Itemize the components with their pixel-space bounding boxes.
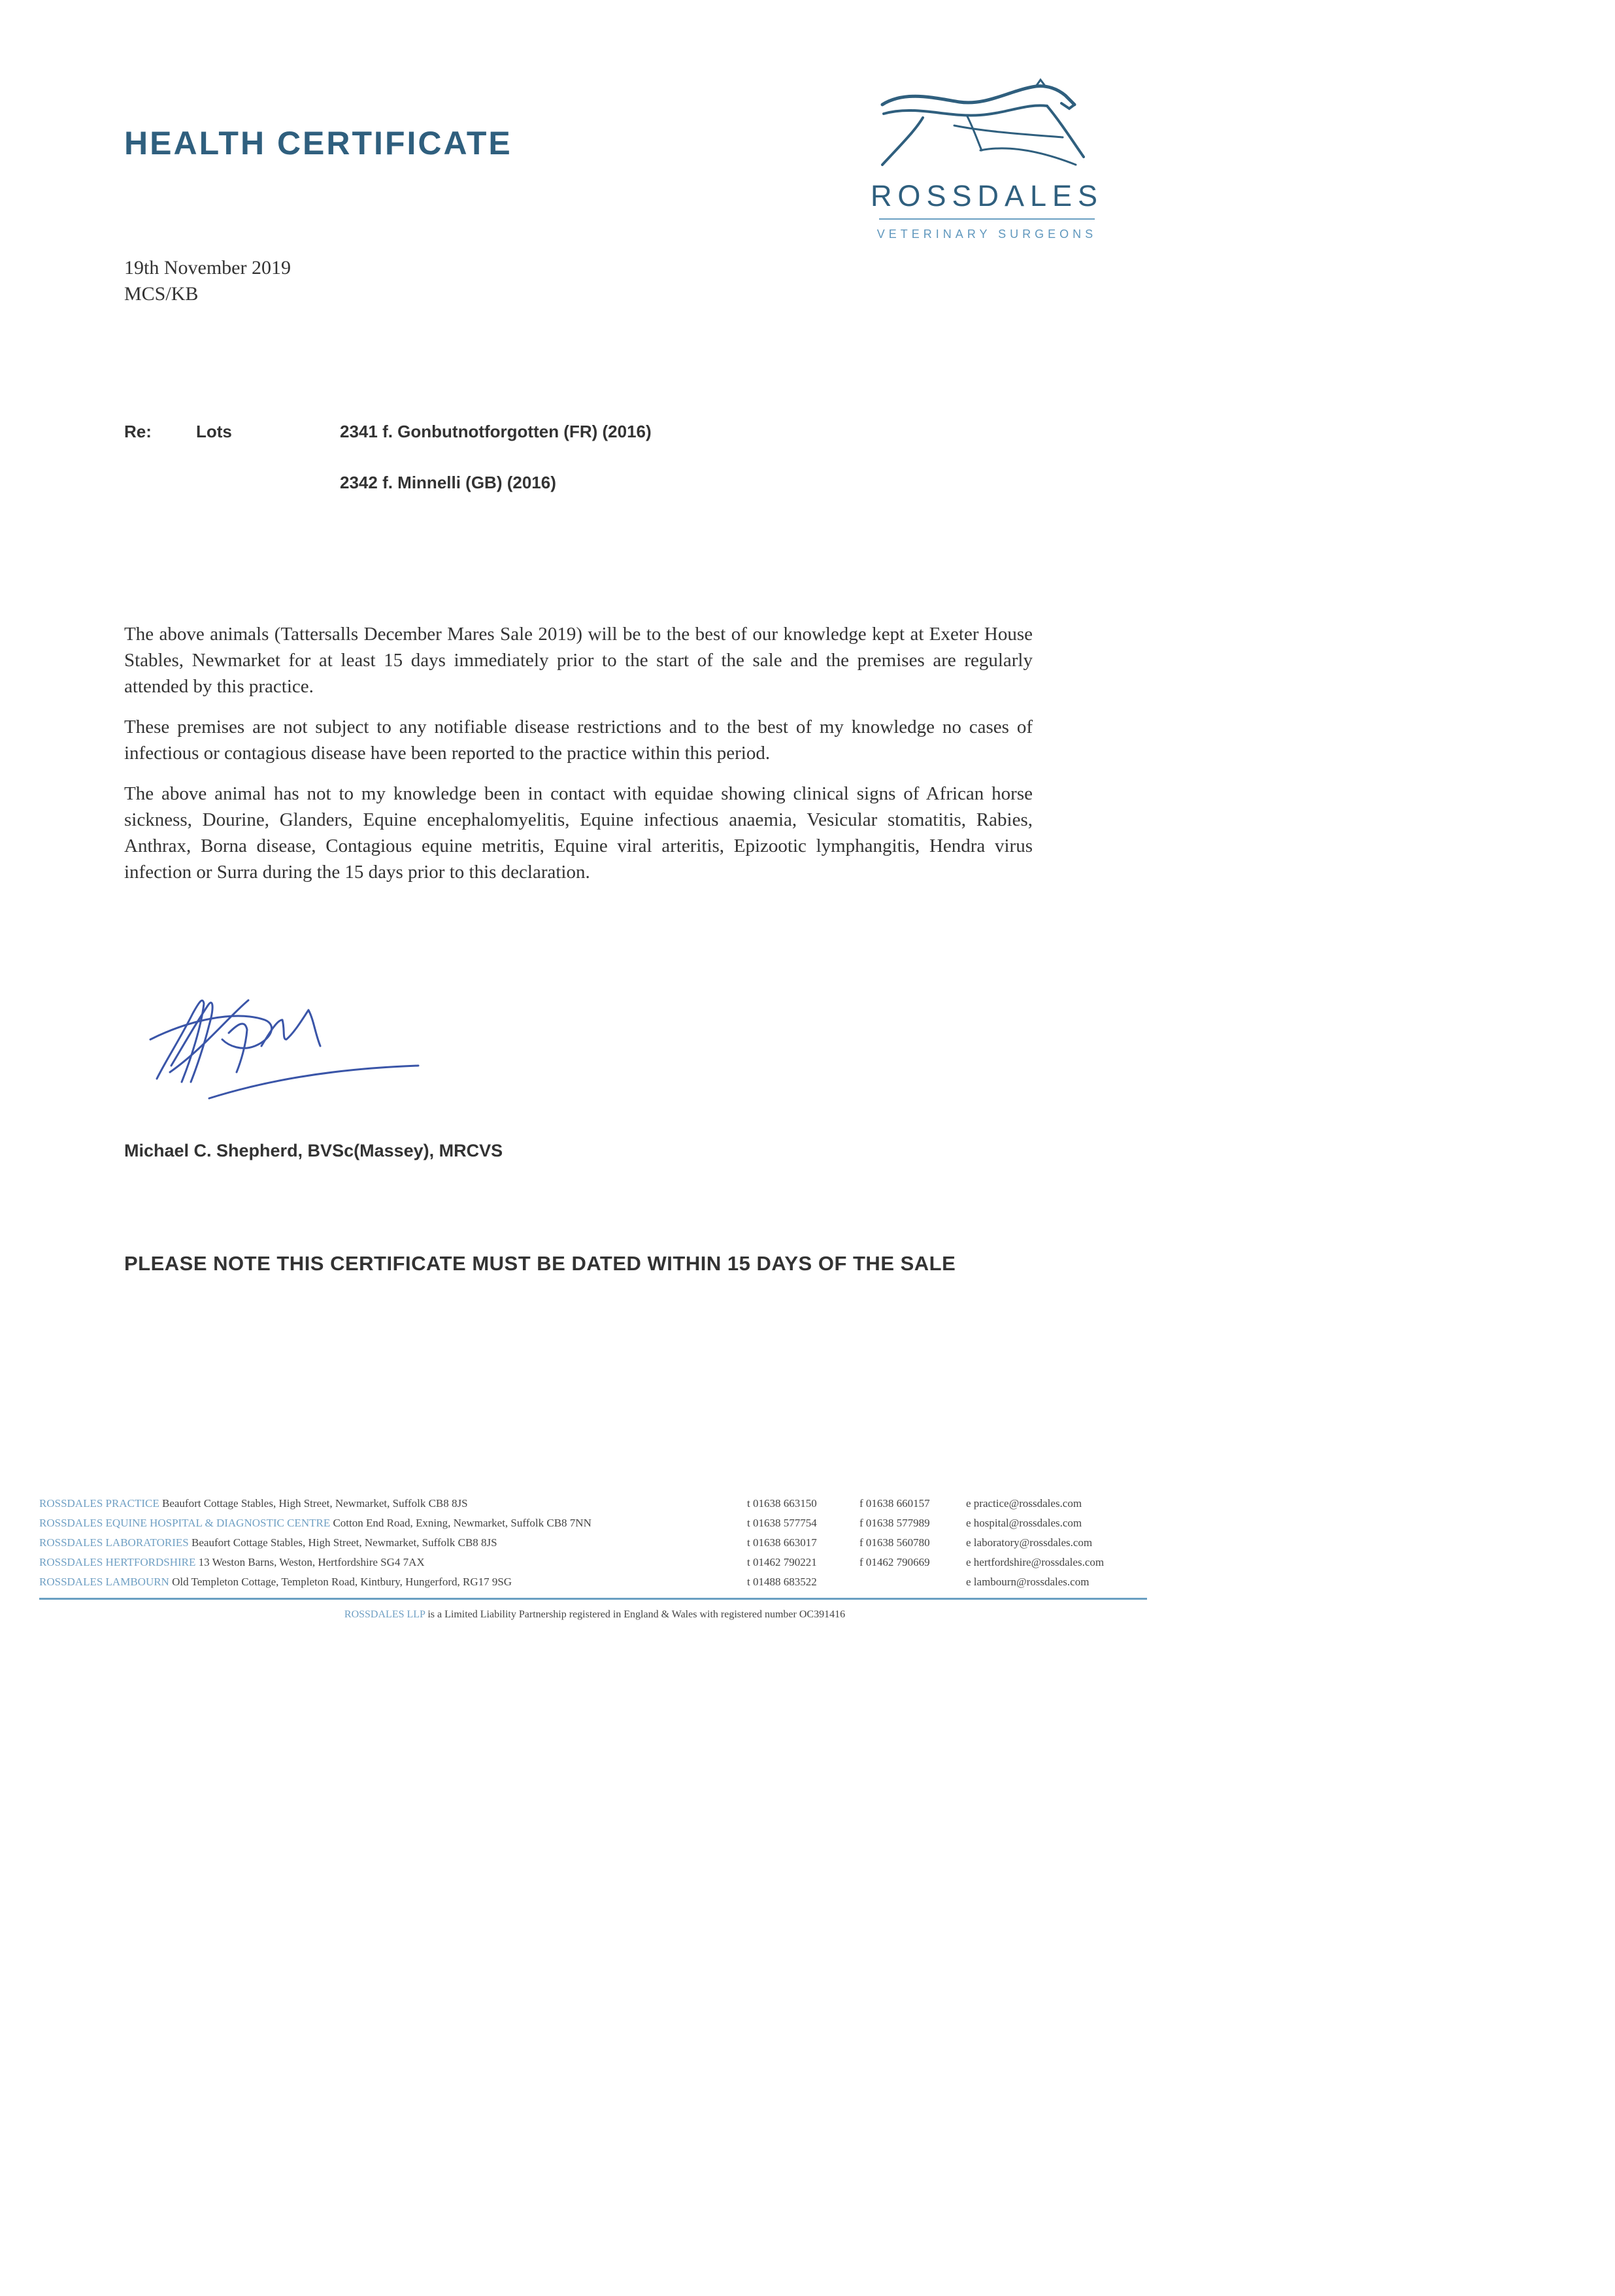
office-name: ROSSDALES EQUINE HOSPITAL & DIAGNOSTIC CENTRE (39, 1517, 331, 1529)
office-fax: f 01638 560780 (859, 1536, 930, 1549)
body-paragraph: The above animals (Tattersalls December Mares Sale 2019) will be to the best of our knowledge kept at Exeter House Stables, Newmarket for at least 15 days immediately prior to the start of the sale and the premises are regularly attended by this practice. (124, 624, 1033, 697)
office-address: Beaufort Cottage Stables, High Street, Newmarket, Suffolk CB8 8JS (161, 1497, 468, 1510)
horse-icon (876, 77, 1085, 175)
office-row (39, 1576, 1150, 1595)
office-row (39, 1556, 1150, 1576)
letter-date: 19th November 2019 (124, 257, 291, 279)
office-telephone: t 01488 683522 (747, 1576, 817, 1588)
certificate-body (124, 621, 1033, 900)
lot-item: 2342 f. Minnelli (GB) (2016) (340, 473, 556, 492)
signatory-name: Michael C. Shepherd, BVSc(Massey), MRCVS (124, 1141, 503, 1160)
office-email: e laboratory@rossdales.com (966, 1536, 1093, 1549)
office-telephone: t 01638 663017 (747, 1536, 817, 1549)
rossdales-logo (863, 77, 1111, 241)
legal-notice (39, 1609, 1150, 1621)
office-address: 13 Weston Barns, Weston, Hertfordshire SG4 7AX (198, 1556, 425, 1568)
footer (39, 1497, 1150, 1621)
office-telephone: t 01638 577754 (747, 1517, 817, 1529)
office-email: e hospital@rossdales.com (966, 1517, 1082, 1529)
body-paragraph: These premises are not subject to any notifiable disease restrictions and to the best of my knowledge no cases of infectious or contagious disease have been reported to the practice within this period. (124, 717, 1033, 764)
logo-divider (879, 218, 1095, 220)
office-telephone: t 01638 663150 (747, 1497, 817, 1510)
office-fax: f 01638 577989 (859, 1517, 930, 1529)
office-row (39, 1517, 1150, 1536)
document-title: HEALTH CERTIFICATE (124, 125, 512, 161)
footer-divider (39, 1598, 1147, 1600)
logo-wordmark: ROSSDALES (870, 179, 1104, 212)
office-address: Beaufort Cottage Stables, High Street, Newmarket, Suffolk CB8 8JS (191, 1536, 497, 1549)
office-fax: f 01638 660157 (859, 1497, 930, 1510)
office-fax: f 01462 790669 (859, 1556, 930, 1568)
logo-subtitle: VETERINARY SURGEONS (876, 228, 1097, 241)
office-name: ROSSDALES LABORATORIES (39, 1536, 189, 1549)
body-paragraph: The above animal has not to my knowledge been in contact with equidae showing clinical signs of African horse sickness, Dourine, Glanders, Equine encephalomyelitis, Equine infectious anaemia, Vesicular stomatitis, Rabies, Anthrax, Borna disease, Contagious equine metritis, Equine viral arteritis, Epizootic lymphangitis, Hendra virus infection or Surra during the 15 days prior to this declaration. (124, 783, 1033, 883)
office-address: Old Templeton Cottage, Templeton Road, Kintbury, Hungerford, RG17 9SG (172, 1576, 512, 1588)
office-row (39, 1497, 1150, 1517)
legal-registration-text: is a Limited Liability Partnership registered in England & Wales with registered number OC391416 (427, 1609, 846, 1620)
re-label: Re: (124, 422, 152, 441)
office-telephone: t 01462 790221 (747, 1556, 817, 1568)
legal-entity-name: ROSSDALES LLP (344, 1609, 425, 1620)
office-name: ROSSDALES HERTFORDSHIRE (39, 1556, 196, 1568)
office-email: e practice@rossdales.com (966, 1497, 1082, 1510)
lot-item: 2341 f. Gonbutnotforgotten (FR) (2016) (340, 422, 652, 441)
lots-label: Lots (196, 422, 232, 441)
date-block (124, 255, 291, 307)
reference-code: MCS/KB (124, 283, 199, 305)
office-name: ROSSDALES LAMBOURN (39, 1576, 169, 1588)
office-email: e hertfordshire@rossdales.com (966, 1556, 1105, 1568)
sale-date-notice: PLEASE NOTE THIS CERTIFICATE MUST BE DATED WITHIN 15 DAYS OF THE SALE (124, 1252, 956, 1275)
office-name: ROSSDALES PRACTICE (39, 1497, 159, 1510)
office-row (39, 1536, 1150, 1556)
office-email: e lambourn@rossdales.com (966, 1576, 1090, 1588)
signature (131, 948, 458, 1115)
office-address: Cotton End Road, Exning, Newmarket, Suffolk CB8 7NN (333, 1517, 591, 1529)
